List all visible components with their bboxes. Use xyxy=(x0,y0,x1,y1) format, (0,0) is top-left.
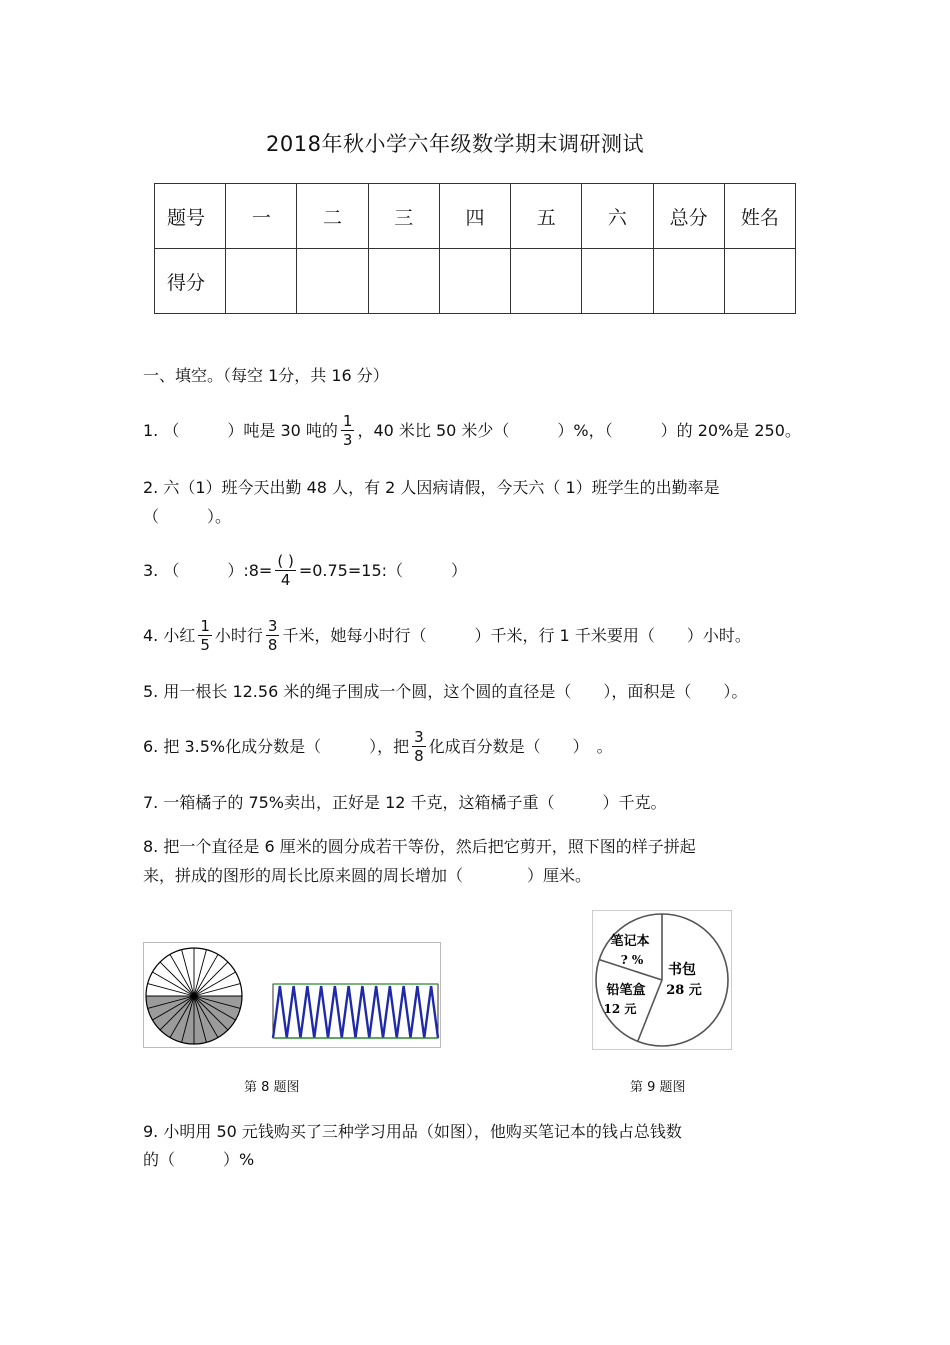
score-table xyxy=(154,183,796,314)
question-8-line-1: 8. 把一个直径是 6 厘米的圆分成若干等份，然后把它剪开，照下图的样子拼起 xyxy=(143,837,696,856)
figure-8-caption: 第 8 题图 xyxy=(244,1080,300,1095)
q3-fraction xyxy=(275,552,295,589)
q4-text-a: 4. 小红 xyxy=(143,625,196,645)
score-table-cell: 六 xyxy=(582,184,653,249)
figure-9-pie-chart xyxy=(592,910,732,1050)
score-entry-cell[interactable] xyxy=(368,249,439,314)
score-table-cell: 二 xyxy=(297,184,368,249)
q3-text-b: =0.75=15:（ ） xyxy=(298,560,468,580)
question-7: 7. 一箱橘子的 75%卖出，正好是 12 千克，这箱橘子重（ ）千克。 xyxy=(143,793,667,812)
q3-frac-denominator: 4 xyxy=(280,571,291,589)
q1-text-b: ，40 米比 50 米少（ ）%，（ ）的 20%是 250。 xyxy=(357,420,801,440)
question-5: 5. 用一根长 12.56 米的绳子围成一个圆，这个圆的直径是（ ），面积是（ ）。 xyxy=(143,682,748,701)
score-entry-cell[interactable] xyxy=(653,249,724,314)
q4-frac2-numerator: 3 xyxy=(267,617,278,635)
score-entry-cell[interactable] xyxy=(724,249,795,314)
q4-fraction-1 xyxy=(198,617,212,654)
pie-label-notebook: 笔记本 xyxy=(610,934,650,949)
q3-text-a: 3. （ ）:8= xyxy=(143,560,273,580)
q1-fraction xyxy=(341,412,355,449)
q6-text-b: 化成百分数是（ ） 。 xyxy=(428,736,613,756)
score-entry-cell[interactable] xyxy=(226,249,297,314)
score-entry-cell[interactable] xyxy=(511,249,582,314)
question-2-line-2: （ ）。 xyxy=(143,507,232,526)
figure-9-caption: 第 9 题图 xyxy=(630,1080,686,1095)
q4-frac1-numerator: 1 xyxy=(200,617,210,635)
section-heading: 一、填空。（每空 1分，共 16 分） xyxy=(143,366,389,385)
score-table-cell: 四 xyxy=(439,184,510,249)
question-4 xyxy=(143,617,751,654)
score-table-header-row xyxy=(155,184,796,249)
question-6 xyxy=(143,728,613,765)
score-entry-cell[interactable] xyxy=(439,249,510,314)
score-table-cell: 姓名 xyxy=(724,184,795,249)
q6-frac-numerator: 3 xyxy=(414,728,424,746)
pie-value-bookbag: 28 元 xyxy=(666,983,702,998)
score-table-cell: 一 xyxy=(226,184,297,249)
q4-frac1-denominator: 5 xyxy=(200,636,210,654)
q1-text-a: 1. （ ）吨是 30 吨的 xyxy=(143,420,338,440)
q1-frac-numerator: 1 xyxy=(342,412,353,430)
q6-frac-denominator: 8 xyxy=(414,747,424,765)
pie-label-bookbag: 书包 xyxy=(668,962,696,978)
figure-8-circle-rearrangement xyxy=(143,942,441,1048)
q3-frac-numerator: ( ) xyxy=(277,552,294,570)
q4-fraction-2 xyxy=(266,617,280,654)
question-9-line-2: 的（ ）% xyxy=(143,1150,255,1169)
q6-fraction xyxy=(412,728,426,765)
q4-frac2-denominator: 8 xyxy=(267,636,278,654)
score-table-cell: 题号 xyxy=(155,184,226,249)
q4-text-c: 千米，她每小时行（ ）千米，行 1 千米要用（ ）小时。 xyxy=(282,625,751,645)
score-entry-cell[interactable] xyxy=(297,249,368,314)
question-2-line-1: 2. 六（1）班今天出勤 48 人，有 2 人因病请假，今天六（ 1）班学生的出勤率是 xyxy=(143,478,720,497)
pie-value-notebook: ? % xyxy=(620,953,644,967)
pie-label-pencilcase: 铅笔盒 xyxy=(606,983,646,998)
pie-value-pencilcase: 12 元 xyxy=(603,1002,637,1016)
score-table-cell: 三 xyxy=(368,184,439,249)
q6-text-a: 6. 把 3.5%化成分数是（ ），把 xyxy=(143,736,410,756)
question-8-line-2: 来，拼成的图形的周长比原来圆的周长增加（ ）厘米。 xyxy=(143,866,592,885)
question-1 xyxy=(143,412,801,449)
q1-frac-denominator: 3 xyxy=(342,431,353,449)
score-table-score-row xyxy=(155,249,796,314)
q4-text-b: 小时行 xyxy=(214,625,263,645)
question-3 xyxy=(143,552,467,589)
page-title: 2018年秋小学六年级数学期末调研测试 xyxy=(266,132,644,156)
score-table-cell: 总分 xyxy=(653,184,724,249)
score-label-cell: 得分 xyxy=(155,249,226,314)
score-table-cell: 五 xyxy=(511,184,582,249)
question-9-line-1: 9. 小明用 50 元钱购买了三种学习用品（如图），他购买笔记本的钱占总钱数 xyxy=(143,1122,682,1141)
score-entry-cell[interactable] xyxy=(582,249,653,314)
